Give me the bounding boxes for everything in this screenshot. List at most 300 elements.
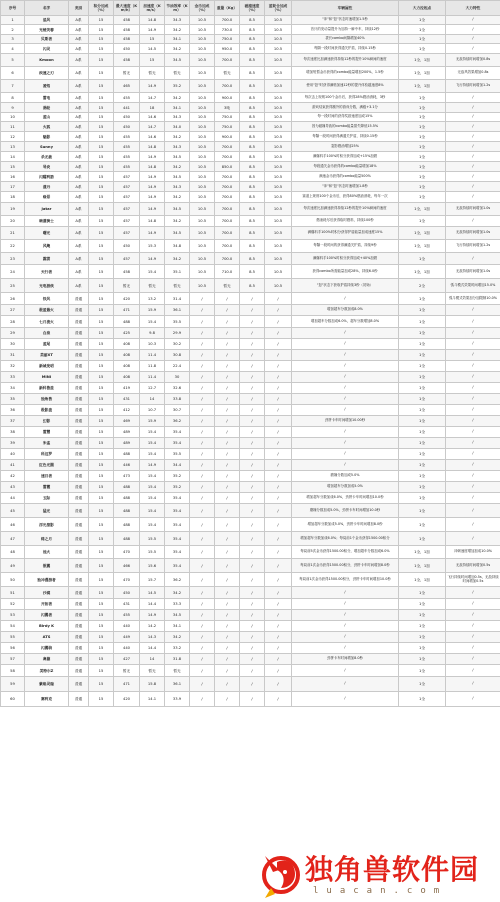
cell-weight: / [215,383,240,394]
cell-max-speed: 431 [114,394,140,405]
cell-power-point: 1全 [399,643,446,654]
cell-score-bonus: 15 [89,203,114,216]
cell-weight: 700.0 [215,192,240,203]
cell-power-point: 1全，1加 [399,240,446,253]
cell-attributes: / [292,460,399,471]
table-row [1,203,500,216]
col-header-fuel-efficiency: 节油效率（Km） [165,1,190,16]
cell-acceleration: 15.4 [140,449,165,460]
cell-attributes: 每局前1次金币获得1500.00积分，劲拼卡车时间增加10.0秒 [292,573,399,587]
cell-score-bonus: 15 [89,122,114,132]
cell-acceleration: 15.7 [140,573,165,587]
cell-tank-bonus: / [265,305,292,316]
cell-fuel-efficiency: 34.1 [165,621,190,632]
table-row [1,427,500,438]
cell-class: 普通 [69,665,89,677]
cell-attributes: 燃油耗尽后获得临时燃料，持续100秒 [292,216,399,227]
cell-tank-bonus: / [265,587,292,599]
cell-coin-bonus: / [190,372,215,383]
cell-name: 绯之月 [25,532,69,546]
cell-class: 普通 [69,573,89,587]
cell-power-trait: / [446,93,500,103]
cell-max-speed: 471 [114,677,140,692]
cell-score-bonus: 15 [89,493,114,504]
cell-max-speed: 488 [114,449,140,460]
cell-max-speed: 450 [114,122,140,132]
cell-class: A系 [69,93,89,103]
cell-index: 27 [1,305,25,316]
cell-index: 1 [1,16,25,25]
cell-coin-bonus: / [190,339,215,350]
table-row [1,16,500,25]
cell-coin-bonus: / [190,482,215,493]
cell-weight: 710.0 [215,265,240,279]
cell-tank-bonus: / [265,632,292,643]
unicorn-logo-icon [255,848,303,900]
cell-max-speed: 471 [114,305,140,316]
cell-crash-speed: / [240,394,265,405]
cell-attributes: 每隔一段时间获得通关护盾，持续0.15秒 [292,44,399,54]
cell-score-bonus: 15 [89,67,114,80]
table-row [1,665,500,677]
cell-fuel-efficiency: 34.2 [165,632,190,643]
cell-attributes: "冲"和"怒"状态时速增加1.8秒 [292,182,399,192]
cell-coin-bonus: 10.5 [190,44,215,54]
cell-acceleration: 14.9 [140,203,165,216]
cell-index: 48 [1,546,25,559]
cell-power-point: 1全 [399,350,446,361]
cell-max-speed: 441 [114,103,140,113]
cell-power-point: 1全，1加 [399,80,446,93]
cell-power-trait: / [446,328,500,339]
cell-power-point: 1全 [399,162,446,172]
cell-max-speed: 489 [114,438,140,449]
cell-weight: 700.0 [215,152,240,162]
cell-power-point: 1全 [399,152,446,162]
cell-fuel-efficiency: 33.2 [165,643,190,654]
cell-class: A系 [69,54,89,67]
cell-score-bonus: 15 [89,677,114,692]
cell-acceleration: 15.4 [140,438,165,449]
cell-coin-bonus: / [190,518,215,532]
cell-score-bonus: 15 [89,621,114,632]
cell-fuel-efficiency: 35.1 [165,265,190,279]
cell-class: 普通 [69,677,89,692]
table-row [1,162,500,172]
cell-crash-speed: / [240,643,265,654]
cell-power-trait: / [446,493,500,504]
cell-attributes: / [292,383,399,394]
cell-acceleration: 9.8 [140,328,165,339]
cell-max-speed: 457 [114,227,140,240]
cell-weight: / [215,610,240,621]
table-row [1,305,500,316]
cell-tank-bonus: / [265,643,292,654]
cell-index: 14 [1,152,25,162]
table-row [1,493,500,504]
cell-class: 普通 [69,610,89,621]
cell-class: A系 [69,44,89,54]
table-row [1,518,500,532]
cell-score-bonus: 15 [89,103,114,113]
cell-max-speed: 431 [114,599,140,610]
watermark-title: 独角兽软件园 [305,853,480,886]
cell-coin-bonus: 10.5 [190,265,215,279]
col-header-tank-bonus: 蓝耗仓加成（%） [265,1,292,16]
cell-acceleration: 14.1 [140,692,165,707]
cell-score-bonus: 15 [89,632,114,643]
cell-fuel-efficiency: 35.4 [165,532,190,546]
cell-index: 34 [1,383,25,394]
cell-crash-speed: 8.5 [240,93,265,103]
cell-crash-speed: 8.5 [240,203,265,216]
cell-coin-bonus: / [190,504,215,518]
cell-power-point: 2全 [399,279,446,293]
cell-power-trait: 弧斗模式效果加分加限制10.0% [446,293,500,305]
cell-acceleration: 14.4 [140,599,165,610]
cell-max-speed: 457 [114,172,140,182]
cell-max-speed: 420 [114,293,140,305]
cell-max-speed: 450 [114,113,140,122]
cell-score-bonus: 15 [89,643,114,654]
cell-crash-speed: 8.5 [240,35,265,44]
cell-index: 21 [1,227,25,240]
cell-name: 凌驾 [25,80,69,93]
cell-weight: / [215,559,240,573]
cell-score-bonus: 15 [89,532,114,546]
table-row [1,573,500,587]
cell-weight: 950.0 [215,44,240,54]
cell-index: 11 [1,122,25,132]
cell-coin-bonus: 10.5 [190,35,215,44]
cell-index: 37 [1,416,25,427]
cell-tank-bonus: 10.5 [265,132,292,142]
cell-score-bonus: 15 [89,253,114,265]
cell-score-bonus: 15 [89,182,114,192]
cell-fuel-efficiency: 34.3 [165,142,190,152]
cell-max-speed: 458 [114,16,140,25]
cell-class: A系 [69,152,89,162]
cell-coin-bonus: / [190,573,215,587]
cell-power-point: 1全，1加 [399,573,446,587]
cell-acceleration: 14.5 [140,587,165,599]
cell-acceleration: 暂无 [140,665,165,677]
cell-power-point: 1全 [399,361,446,372]
cell-crash-speed: / [240,665,265,677]
cell-score-bonus: 15 [89,113,114,122]
cell-power-trait: / [446,449,500,460]
cell-crash-speed: / [240,383,265,394]
cell-fuel-efficiency: 22.4 [165,361,190,372]
cell-weight: 850.0 [215,162,240,172]
cell-tank-bonus: 10.5 [265,192,292,203]
cell-class: 普通 [69,546,89,559]
cell-power-trait: / [446,316,500,328]
cell-attributes: 增加超车分数加成6.0%，超车分数增加8.0% [292,316,399,328]
cell-max-speed: 暂无 [114,279,140,293]
cell-tank-bonus: / [265,692,292,707]
cell-max-speed: 488 [114,532,140,546]
cell-score-bonus: 15 [89,80,114,93]
cell-score-bonus: 15 [89,162,114,172]
cell-acceleration: 14.8 [140,216,165,227]
cell-max-speed: 450 [114,587,140,599]
cell-index: 20 [1,216,25,227]
cell-tank-bonus: / [265,416,292,427]
cell-index: 5 [1,54,25,67]
cell-power-trait: / [446,152,500,162]
cell-crash-speed: / [240,546,265,559]
cell-attributes: 磨撞分数加成5.0%，劲拼卡车时间增加10.0秒 [292,504,399,518]
cell-class: 普通 [69,654,89,665]
cell-fuel-efficiency: 34.5 [165,152,190,162]
cell-power-point: 1全 [399,449,446,460]
cell-index: 59 [1,677,25,692]
cell-power-point: 1全 [399,172,446,182]
cell-tank-bonus: 10.5 [265,93,292,103]
cell-index: 50 [1,573,25,587]
cell-tank-bonus: 10.5 [265,113,292,122]
cell-coin-bonus: / [190,383,215,394]
cell-weight: 700.0 [215,172,240,182]
cell-fuel-efficiency: 34.4 [165,460,190,471]
cell-acceleration: 15 [140,54,165,67]
col-header-coin-bonus: 金币加成（%） [190,1,215,16]
cell-max-speed: 455 [114,610,140,621]
table-row [1,677,500,692]
cell-weight: 700.0 [215,216,240,227]
col-header-power-trait: 大力特性 [446,1,500,16]
cell-weight: / [215,350,240,361]
cell-crash-speed: 8.5 [240,142,265,152]
cell-coin-bonus: 10.5 [190,162,215,172]
cell-power-trait: / [446,383,500,394]
cell-name: 独角兽 [25,394,69,405]
cell-power-point: 1全 [399,383,446,394]
cell-name: Jatar [25,203,69,216]
col-header-index: 序号 [1,1,25,16]
cell-attributes: / [292,350,399,361]
cell-class: 普通 [69,328,89,339]
cell-tank-bonus: 10.5 [265,142,292,152]
col-header-max-speed: 最大速度（Km/h） [114,1,140,16]
table-row [1,416,500,427]
cell-class: A系 [69,16,89,25]
cell-weight: 750.0 [215,35,240,44]
table-row [1,80,500,93]
cell-attributes: 每一段时间的获得奖励速度加成15% [292,113,399,122]
cell-name: 光棱芙蓉 [25,25,69,35]
cell-power-trait: 无敌持续时间增加1.0s [446,227,500,240]
cell-attributes: / [292,610,399,621]
cell-score-bonus: 15 [89,132,114,142]
cell-coin-bonus: / [190,328,215,339]
cell-weight: / [215,546,240,559]
cell-attributes: 增加超车分数加成6.0%，劲拼卡车时间增加10.0秒 [292,493,399,504]
cell-fuel-efficiency: 35.4 [165,427,190,438]
cell-attributes: "怒"状态下获取护盾持续3秒（初始） [292,279,399,293]
cell-power-point: 1全 [399,610,446,621]
cell-attributes: 增加短暂金币获得的combo能量增加200%，1.5秒 [292,67,399,80]
cell-fuel-efficiency: 31.4 [165,293,190,305]
cell-coin-bonus: / [190,394,215,405]
table-row [1,132,500,142]
cell-index: 24 [1,265,25,279]
cell-coin-bonus: 10.5 [190,142,215,152]
cell-fuel-efficiency: 30.8 [165,350,190,361]
cell-power-point: 1全 [399,654,446,665]
cell-crash-speed: / [240,372,265,383]
cell-index: 12 [1,132,25,142]
cell-power-trait: / [446,16,500,25]
cell-attributes: / [292,427,399,438]
cell-score-bonus: 15 [89,25,114,35]
cell-tank-bonus: 10.5 [265,35,292,44]
cell-fuel-efficiency: 35.4 [165,559,190,573]
col-header-class: 类别 [69,1,89,16]
cell-attributes: / [292,339,399,350]
cell-max-speed: 408 [114,361,140,372]
cell-crash-speed: / [240,610,265,621]
cell-class: 普通 [69,449,89,460]
cell-max-speed: 457 [114,216,140,227]
cell-fuel-efficiency: 35.5 [165,449,190,460]
cell-attributes: / [292,599,399,610]
cell-score-bonus: 15 [89,438,114,449]
cell-power-trait: 弧斗模式效果时间增加15.0% [446,279,500,293]
cell-coin-bonus: 10.5 [190,216,215,227]
cell-score-bonus: 15 [89,172,114,182]
cell-max-speed: 458 [114,25,140,35]
cell-coin-bonus: / [190,632,215,643]
col-header-crash-speed: 碰撞速度（%） [240,1,265,16]
cell-class: A系 [69,122,89,132]
cell-max-speed: 450 [114,240,140,253]
cell-acceleration: 14.9 [140,182,165,192]
cell-crash-speed: / [240,493,265,504]
cell-name: 天行者 [25,265,69,279]
cell-tank-bonus: 10.5 [265,54,292,67]
cell-acceleration: 暂无 [140,67,165,80]
cell-score-bonus: 15 [89,328,114,339]
cell-score-bonus: 15 [89,152,114,162]
cell-acceleration: 14.2 [140,621,165,632]
cell-crash-speed: / [240,361,265,372]
cell-score-bonus: 15 [89,192,114,203]
cell-index: 54 [1,621,25,632]
table-row [1,599,500,610]
cell-crash-speed: / [240,427,265,438]
cell-class: A系 [69,67,89,80]
cell-name: 奥德 [25,654,69,665]
table-row [1,504,500,518]
cell-class: A系 [69,182,89,192]
cell-power-trait: / [446,182,500,192]
table-row [1,25,500,35]
cell-max-speed: 488 [114,518,140,532]
cell-coin-bonus: 10.5 [190,25,215,35]
cell-crash-speed: / [240,293,265,305]
cell-crash-speed: 8.5 [240,182,265,192]
cell-attributes: 增加超车分数加成5.0% [292,482,399,493]
cell-name: 雷慧 [25,427,69,438]
cell-score-bonus: 15 [89,293,114,305]
cell-name: 霹雳 [25,253,69,265]
cell-crash-speed: 8.5 [240,132,265,142]
cell-crash-speed: 8.5 [240,162,265,172]
table-row [1,152,500,162]
cell-weight: / [215,518,240,532]
table-row [1,227,500,240]
cell-weight: 700.0 [215,16,240,25]
cell-power-trait: / [446,103,500,113]
cell-attributes: 满爆料手100%时积分获得护盾能量加成速度15% [292,227,399,240]
cell-max-speed: 440 [114,621,140,632]
cell-fuel-efficiency: 34.3 [165,16,190,25]
table-row [1,142,500,152]
cell-crash-speed: / [240,339,265,350]
table-row [1,192,500,203]
cell-max-speed: 425 [114,328,140,339]
cell-crash-speed: / [240,305,265,316]
table-row [1,394,500,405]
table-row [1,643,500,654]
cell-fuel-efficiency: 34.2 [165,93,190,103]
cell-power-point: 1全 [399,316,446,328]
cell-power-trait: / [446,665,500,677]
cell-index: 31 [1,350,25,361]
cell-fuel-efficiency: 30.2 [165,339,190,350]
cell-acceleration: 14.3 [140,632,165,643]
cell-power-point: 1全 [399,25,446,35]
cell-acceleration: 暂无 [140,279,165,293]
cell-crash-speed: / [240,316,265,328]
cell-fuel-efficiency: 34.3 [165,182,190,192]
cell-fuel-efficiency: 35.2 [165,471,190,482]
cell-score-bonus: 15 [89,279,114,293]
cell-attributes: 增加超车分数加成8.0% [292,305,399,316]
cell-name: 玉际 [25,493,69,504]
table-row [1,692,500,707]
cell-score-bonus: 15 [89,305,114,316]
cell-index: 46 [1,518,25,532]
cell-index: 25 [1,279,25,293]
cell-crash-speed: / [240,632,265,643]
cell-power-trait: 飞行持续时间增加1.2s [446,80,500,93]
cell-attributes: / [292,621,399,632]
cell-max-speed: 455 [114,152,140,162]
cell-power-trait: / [446,518,500,532]
cell-crash-speed: 8.5 [240,80,265,93]
cell-coin-bonus: 10.5 [190,103,215,113]
cell-fuel-efficiency: 35.4 [165,438,190,449]
cell-weight: / [215,621,240,632]
cell-acceleration: 11.4 [140,350,165,361]
cell-power-trait: 无敌持续时间增加0.5s [446,559,500,573]
table-row [1,182,500,192]
cell-acceleration: 14.9 [140,80,165,93]
cell-name: 闪耀利箭 [25,172,69,182]
cell-coin-bonus: / [190,599,215,610]
cell-weight: / [215,316,240,328]
cell-tank-bonus: 10.5 [265,152,292,162]
cell-fuel-efficiency: 35.4 [165,493,190,504]
cell-tank-bonus: 10.5 [265,162,292,172]
table-row [1,350,500,361]
cell-name: 新城发明 [25,361,69,372]
cell-coin-bonus: / [190,460,215,471]
cell-tank-bonus: / [265,610,292,621]
